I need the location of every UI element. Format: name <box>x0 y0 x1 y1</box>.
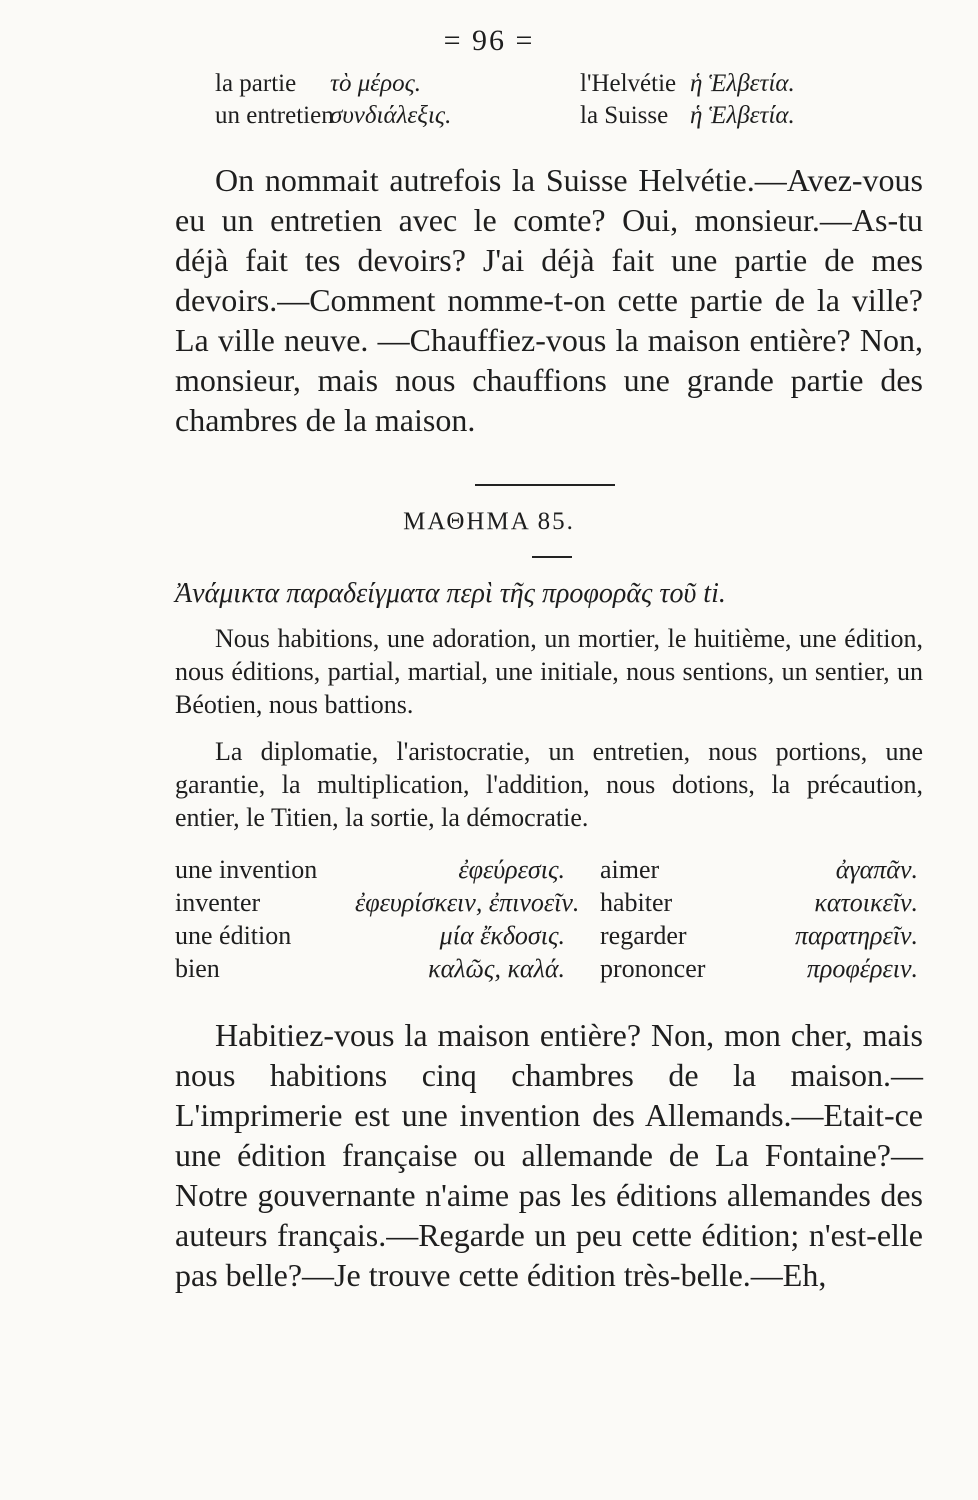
section-divider <box>475 484 615 486</box>
vocab-french: prononcer <box>600 954 706 983</box>
pronunciation-examples-1: Nous habitions, une adoration, un mortier, le huitième, une édition, nous éditions, partial, martial, une initiale, nous sentions, un sentier, un Béotien, nous battions. <box>175 624 923 719</box>
lesson-subheading: Ἀνάμικτα παραδείγματα περὶ τῆς προφορᾶς τοῦ ti. <box>175 578 726 609</box>
vocab-french: aimer <box>600 855 660 884</box>
vocab-greek: τὸ μέρος. <box>330 70 421 97</box>
vocab-greek: παρατηρεῖν. <box>795 921 918 950</box>
page-number: = 96 = <box>443 24 535 57</box>
vocab-french: la partie <box>215 70 297 97</box>
pronunciation-examples-2: La diplomatie, l'aristocratie, un entretien, nous portions, une garantie, la multiplication, l'addition, nous dotions, la précaution, entier, le Titien, la sortie, la démocratie. <box>175 737 923 832</box>
vocab-french: regarder <box>600 921 687 950</box>
exercise-paragraph-2: Habitiez-vous la maison entière? Non, mon cher, mais nous habitions cinq chambres de la maison.—L'imprimerie est une invention des Allemands.—Etait-ce une édition française ou allemande de La Fontaine?—Notre gouvernante n'aime pas les éditions allemandes des auteurs français.—Regarde un peu cette édition; n'est-elle pas belle?—Je trouve cette édition très-belle.—Eh, <box>175 1017 923 1293</box>
vocab-french: bien <box>175 954 220 983</box>
vocab-greek: ἐφευρίσκειν, ἐπινοεῖν. <box>355 888 580 917</box>
vocab-row <box>175 102 925 134</box>
vocab-greek: ἡ Ἑλβετία. <box>690 102 795 129</box>
vocab-row <box>175 888 925 921</box>
vocabulary-table-top <box>175 70 925 134</box>
vocab-greek: καλῶς, καλά. <box>428 954 565 983</box>
vocab-greek: ἡ Ἑλβετία. <box>690 70 795 97</box>
vocab-greek: συνδιάλεξις. <box>330 102 452 129</box>
vocab-french: la Suisse <box>580 102 669 129</box>
exercise-paragraph-1: On nommait autrefois la Suisse Helvétie.—Avez-vous eu un entretien avec le comte? Oui, monsieur.—As-tu déjà fait tes devoirs? J'ai déjà fait une partie de mes devoirs.—Comment nomme-t-on cette partie de la ville? La ville neuve. —Chauffiez-vous la maison entière? Non, monsieur, mais nous chauffions une grande partie des chambres de la maison. <box>175 162 923 438</box>
vocab-row <box>175 921 925 954</box>
vocab-french: une édition <box>175 921 292 950</box>
vocab-row <box>175 70 925 102</box>
vocab-greek: κατοικεῖν. <box>814 888 918 917</box>
short-divider <box>532 556 572 558</box>
vocab-greek: ἀγαπᾶν. <box>835 855 918 884</box>
lesson-heading: ΜΑΘΗΜΑ 85. <box>403 508 575 535</box>
vocab-greek: προφέρειν. <box>806 954 918 983</box>
vocab-french: un entretien <box>215 102 334 129</box>
vocab-french: habiter <box>600 888 673 917</box>
vocab-french: inventer <box>175 888 261 917</box>
vocab-french: l'Helvétie <box>580 70 677 97</box>
vocab-greek: μία ἔκδοσις. <box>439 921 565 950</box>
vocab-row <box>175 855 925 888</box>
vocab-greek: ἐφεύρεσις. <box>458 855 565 884</box>
vocabulary-table-mid <box>175 855 925 987</box>
vocab-french: une invention <box>175 855 318 884</box>
vocab-row <box>175 954 925 987</box>
